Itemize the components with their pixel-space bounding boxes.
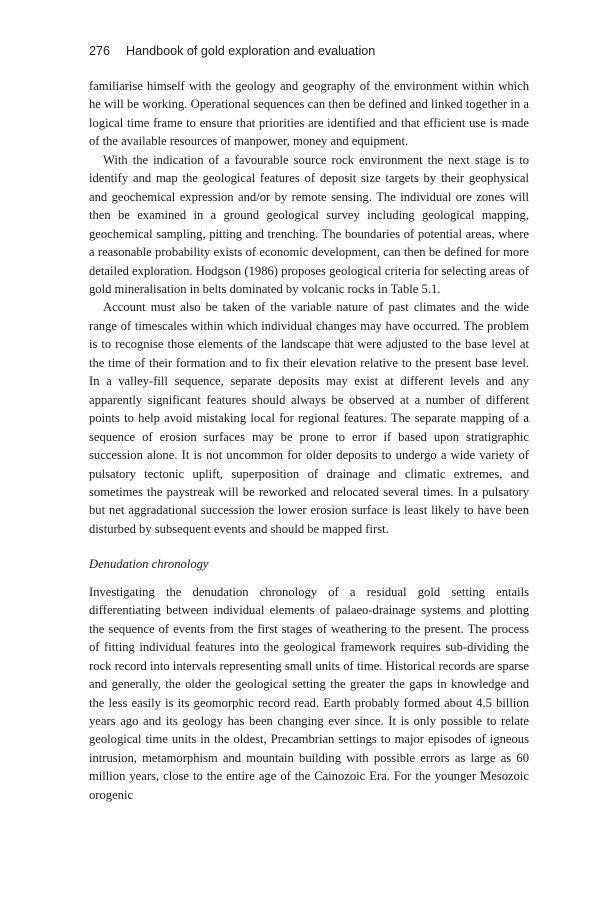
body-text	[89, 77, 529, 804]
section-heading: Denudation chronology	[89, 557, 209, 572]
paragraph: With the indication of a favourable source rock environment the next stage is to identify and map the geological features of deposit size targets by their geophysical and geochemical expression and/or by remote sensing. The individual ore zones will then be examined in a ground geological survey including geological mapping, geochemical sampling, pitting and trenching. The boundaries of potential areas, where a reasonable probability exists of economic development, can then be defined for more detailed exploration. Hodgson (1986) proposes geological criteria for selecting areas of gold mineralisation in belts dominated by volcanic rocks in Table 5.1.	[89, 152, 529, 296]
paragraph: familiarise himself with the geology and geography of the environment within which he will be working. Operational sequences can then be defined and linked together in a logical time frame to ensure that priorities are identified and that efficient use is made of the available resources of manpower, money and equipment.	[89, 79, 529, 149]
running-header	[89, 44, 375, 58]
running-title: Handbook of gold exploration and evaluation	[126, 44, 376, 58]
paragraph: Investigating the denudation chronology of a residual gold setting entails differentiating between individual elements of palaeo-drainage systems and plotting the sequence of events from the first stages of weathering to the present. The process of fitting individual features into the geological framework requires sub-dividing the rock record into intervals representing small units of time. Historical records are sparse and generally, the older the geological setting the greater the gaps in knowledge and the less easily is its geomorphic record read. Earth probably formed about 4.5 billion years ago and its geology has been changing ever since. It is only possible to relate geological time units in the oldest, Precambrian settings to major episodes of igneous intrusion, metamorphism and mountain building with possible errors as large as 60 million years, close to the entire age of the Cainozoic Era. For the younger Mesozoic orogenic	[89, 584, 529, 802]
page-number: 276	[89, 44, 111, 58]
paragraph: Account must also be taken of the variable nature of past climates and the wide range of timescales within which individual changes may have occurred. The problem is to recognise those elements of the landscape that were adjusted to the base level at the time of their formation and to fix their elevation relative to the present base level. In a valley-fill sequence, separate deposits may exist at different levels and any apparently significant features should always be observed at a number of different points to help avoid mistaking local for regional features. The separate mapping of a sequence of erosion surfaces may be prone to error if based upon stratigraphic succession alone. It is not uncommon for older deposits to undergo a wide variety of pulsatory tectonic uplift, superposition of drainage and climatic extremes, and sometimes the paystreak will be reworked and relocated several times. In a pulsatory but net aggradational succession the lower erosion surface is least likely to have been disturbed by subsequent events and should be mapped first.	[89, 300, 529, 536]
